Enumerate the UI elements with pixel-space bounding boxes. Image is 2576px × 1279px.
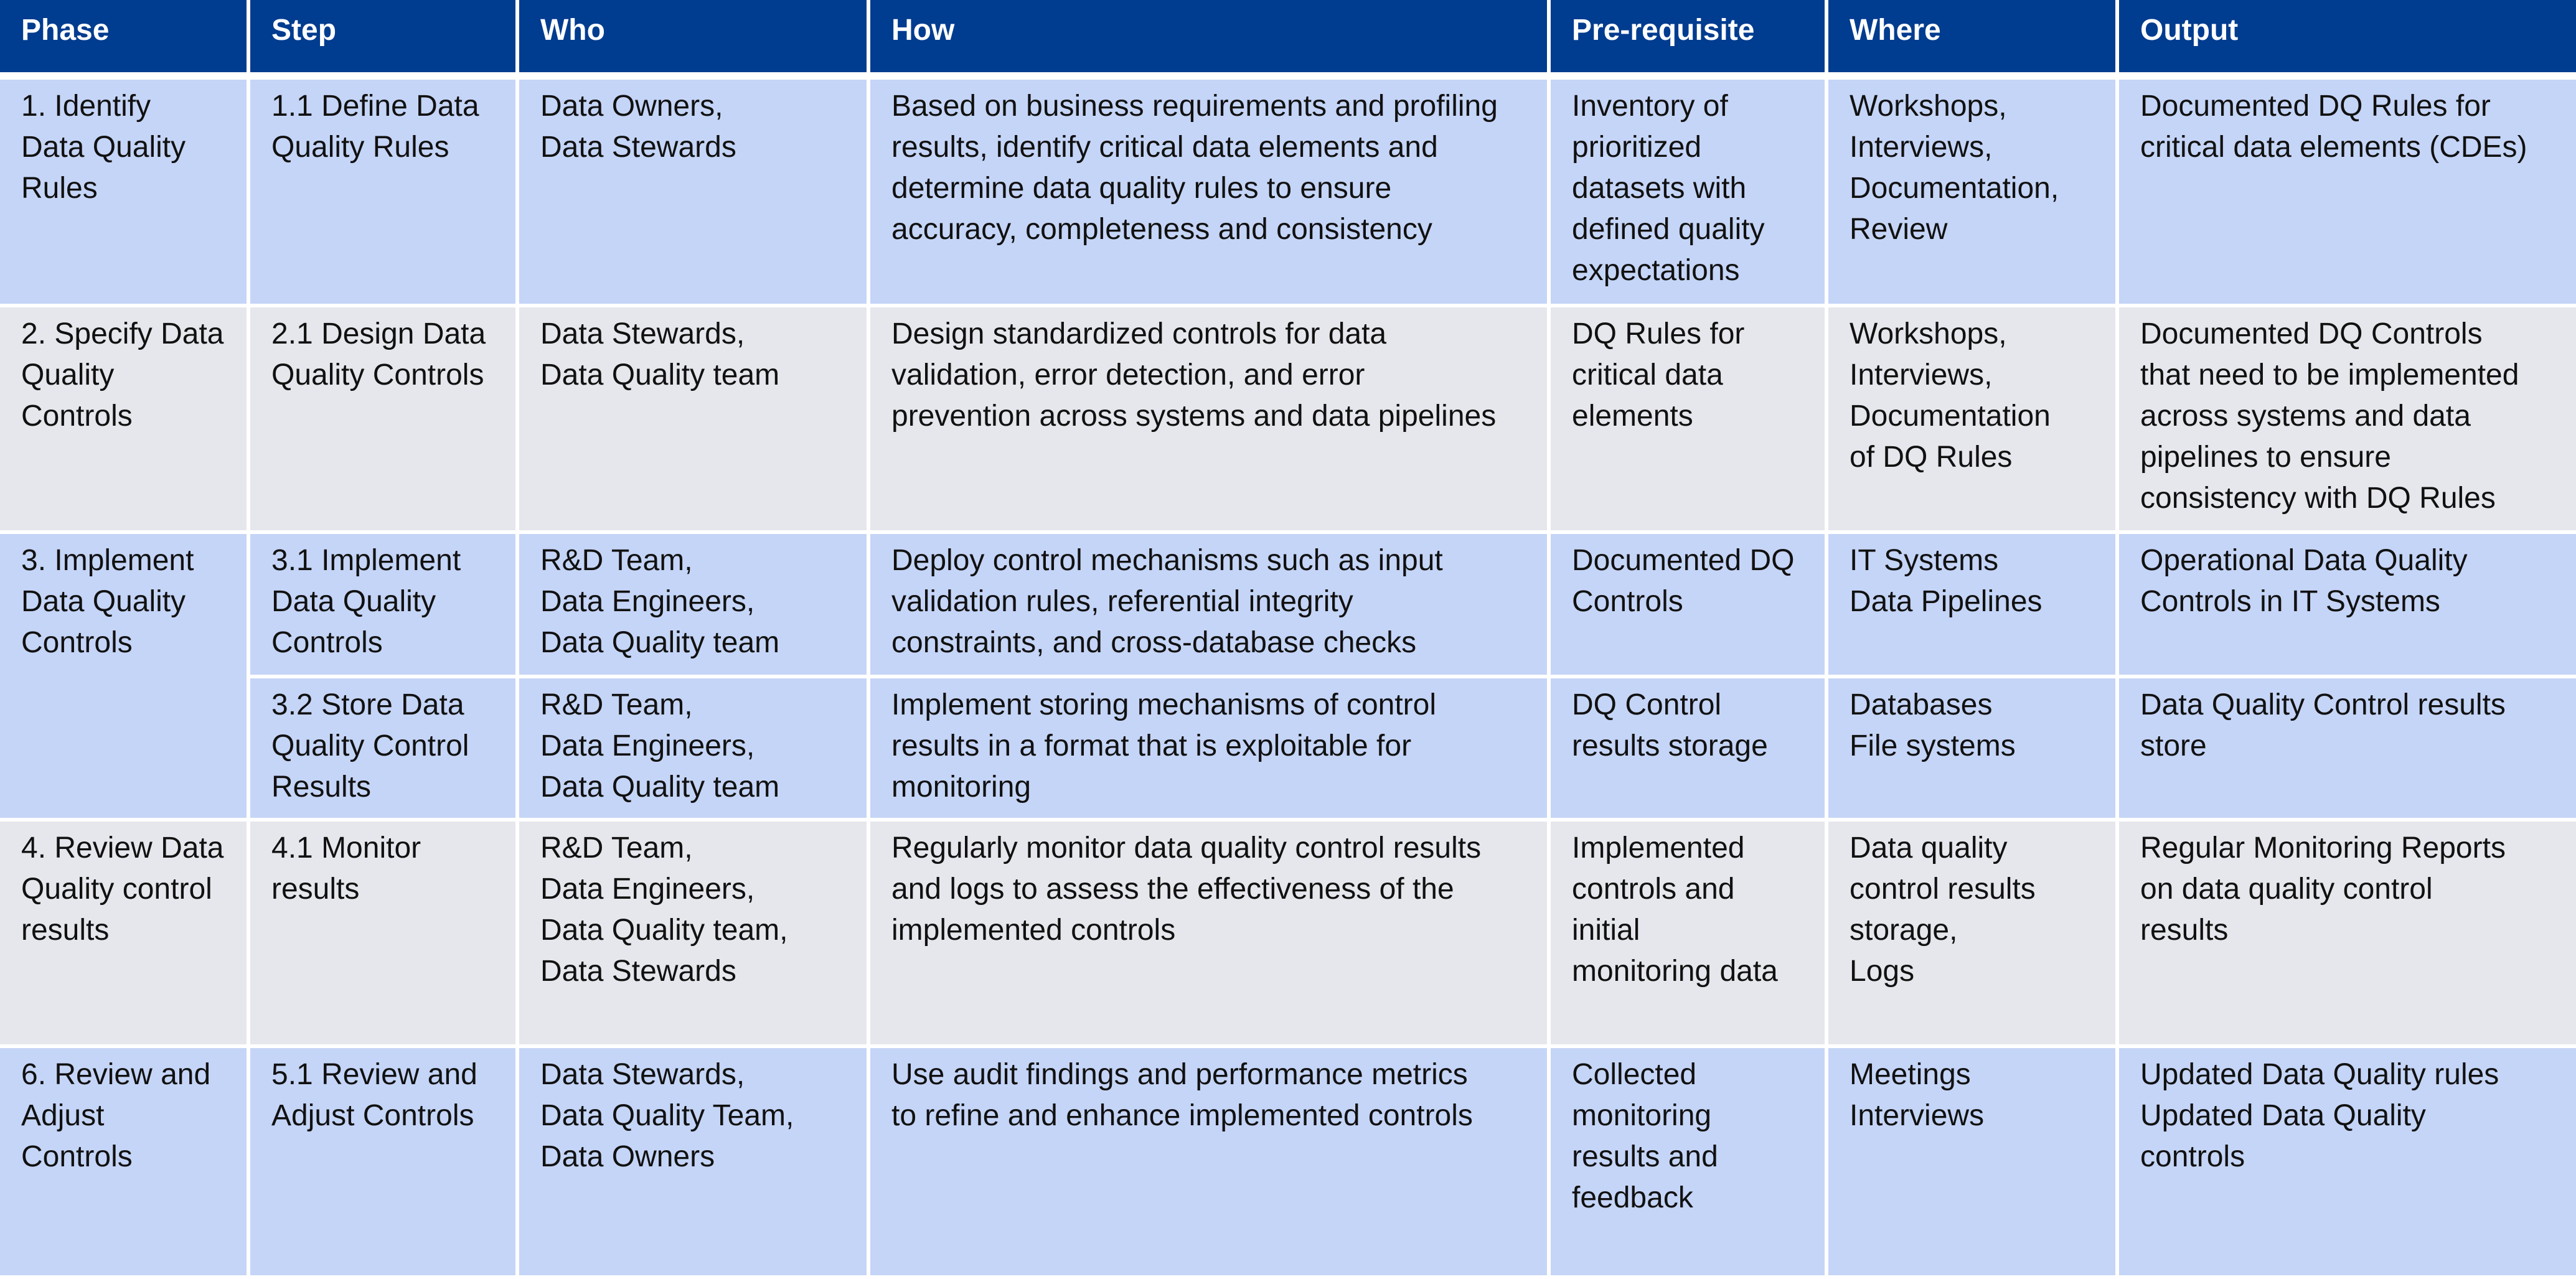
cell-where: Workshops, Interviews, Documentation of DQ Rules	[1828, 307, 2119, 534]
cell-step: 2.1 Design Data Quality Controls	[250, 307, 519, 534]
cell-phase: 1. Identify Data Quality Rules	[0, 80, 250, 307]
header-who: Who	[519, 0, 870, 80]
table-row	[0, 822, 2576, 1048]
cell-prerequisite: Inventory of prioritized datasets with defined quality expectations	[1551, 80, 1828, 307]
cell-who: Data Stewards, Data Quality Team, Data Owners	[519, 1048, 870, 1279]
cell-where: Data quality control results storage, Logs	[1828, 822, 2119, 1048]
cell-who: R&D Team, Data Engineers, Data Quality team, Data Stewards	[519, 822, 870, 1048]
header-step: Step	[250, 0, 519, 80]
cell-step: 1.1 Define Data Quality Rules	[250, 80, 519, 307]
cell-where: IT Systems Data Pipelines	[1828, 534, 2119, 678]
cell-how: Use audit findings and performance metrics to refine and enhance implemented controls	[870, 1048, 1551, 1279]
table-row	[0, 678, 2576, 822]
cell-phase: 3. Implement Data Quality Controls	[0, 534, 250, 822]
cell-output: Documented DQ Controls that need to be implemented across systems and data pipelines to ensure consistency with DQ Rules	[2119, 307, 2576, 534]
cell-who: R&D Team, Data Engineers, Data Quality team	[519, 678, 870, 822]
cell-prerequisite: Implemented controls and initial monitoring data	[1551, 822, 1828, 1048]
cell-step: 3.1 Implement Data Quality Controls	[250, 534, 519, 678]
cell-prerequisite: DQ Rules for critical data elements	[1551, 307, 1828, 534]
cell-output: Documented DQ Rules for critical data elements (CDEs)	[2119, 80, 2576, 307]
cell-step: 4.1 Monitor results	[250, 822, 519, 1048]
cell-where: Workshops, Interviews, Documentation, Review	[1828, 80, 2119, 307]
cell-output: Regular Monitoring Reports on data quality control results	[2119, 822, 2576, 1048]
cell-how: Regularly monitor data quality control results and logs to assess the effectiveness of the implemented controls	[870, 822, 1551, 1048]
header-how: How	[870, 0, 1551, 80]
cell-prerequisite: DQ Control results storage	[1551, 678, 1828, 822]
cell-how: Implement storing mechanisms of control results in a format that is exploitable for monitoring	[870, 678, 1551, 822]
cell-step: 5.1 Review and Adjust Controls	[250, 1048, 519, 1279]
cell-prerequisite: Collected monitoring results and feedback	[1551, 1048, 1828, 1279]
cell-how: Deploy control mechanisms such as input validation rules, referential integrity constraints, and cross-database checks	[870, 534, 1551, 678]
cell-who: R&D Team, Data Engineers, Data Quality team	[519, 534, 870, 678]
table-row	[0, 307, 2576, 534]
cell-step: 3.2 Store Data Quality Control Results	[250, 678, 519, 822]
table-row	[0, 534, 2576, 678]
cell-who: Data Stewards, Data Quality team	[519, 307, 870, 534]
cell-output: Data Quality Control results store	[2119, 678, 2576, 822]
header-prerequisite: Pre-requisite	[1551, 0, 1828, 80]
table-row	[0, 1048, 2576, 1279]
cell-phase: 2. Specify Data Quality Controls	[0, 307, 250, 534]
cell-who: Data Owners, Data Stewards	[519, 80, 870, 307]
table-header-row	[0, 0, 2576, 80]
cell-how: Design standardized controls for data validation, error detection, and error prevention across systems and data pipelines	[870, 307, 1551, 534]
cell-output: Updated Data Quality rules Updated Data Quality controls	[2119, 1048, 2576, 1279]
cell-where: Databases File systems	[1828, 678, 2119, 822]
header-where: Where	[1828, 0, 2119, 80]
table-row	[0, 80, 2576, 307]
header-phase: Phase	[0, 0, 250, 80]
cell-how: Based on business requirements and profiling results, identify critical data elements and determine data quality rules to ensure accuracy, completeness and consistency	[870, 80, 1551, 307]
cell-output: Operational Data Quality Controls in IT Systems	[2119, 534, 2576, 678]
cell-where: Meetings Interviews	[1828, 1048, 2119, 1279]
cell-phase: 6. Review and Adjust Controls	[0, 1048, 250, 1279]
header-output: Output	[2119, 0, 2576, 80]
cell-phase: 4. Review Data Quality control results	[0, 822, 250, 1048]
cell-prerequisite: Documented DQ Controls	[1551, 534, 1828, 678]
